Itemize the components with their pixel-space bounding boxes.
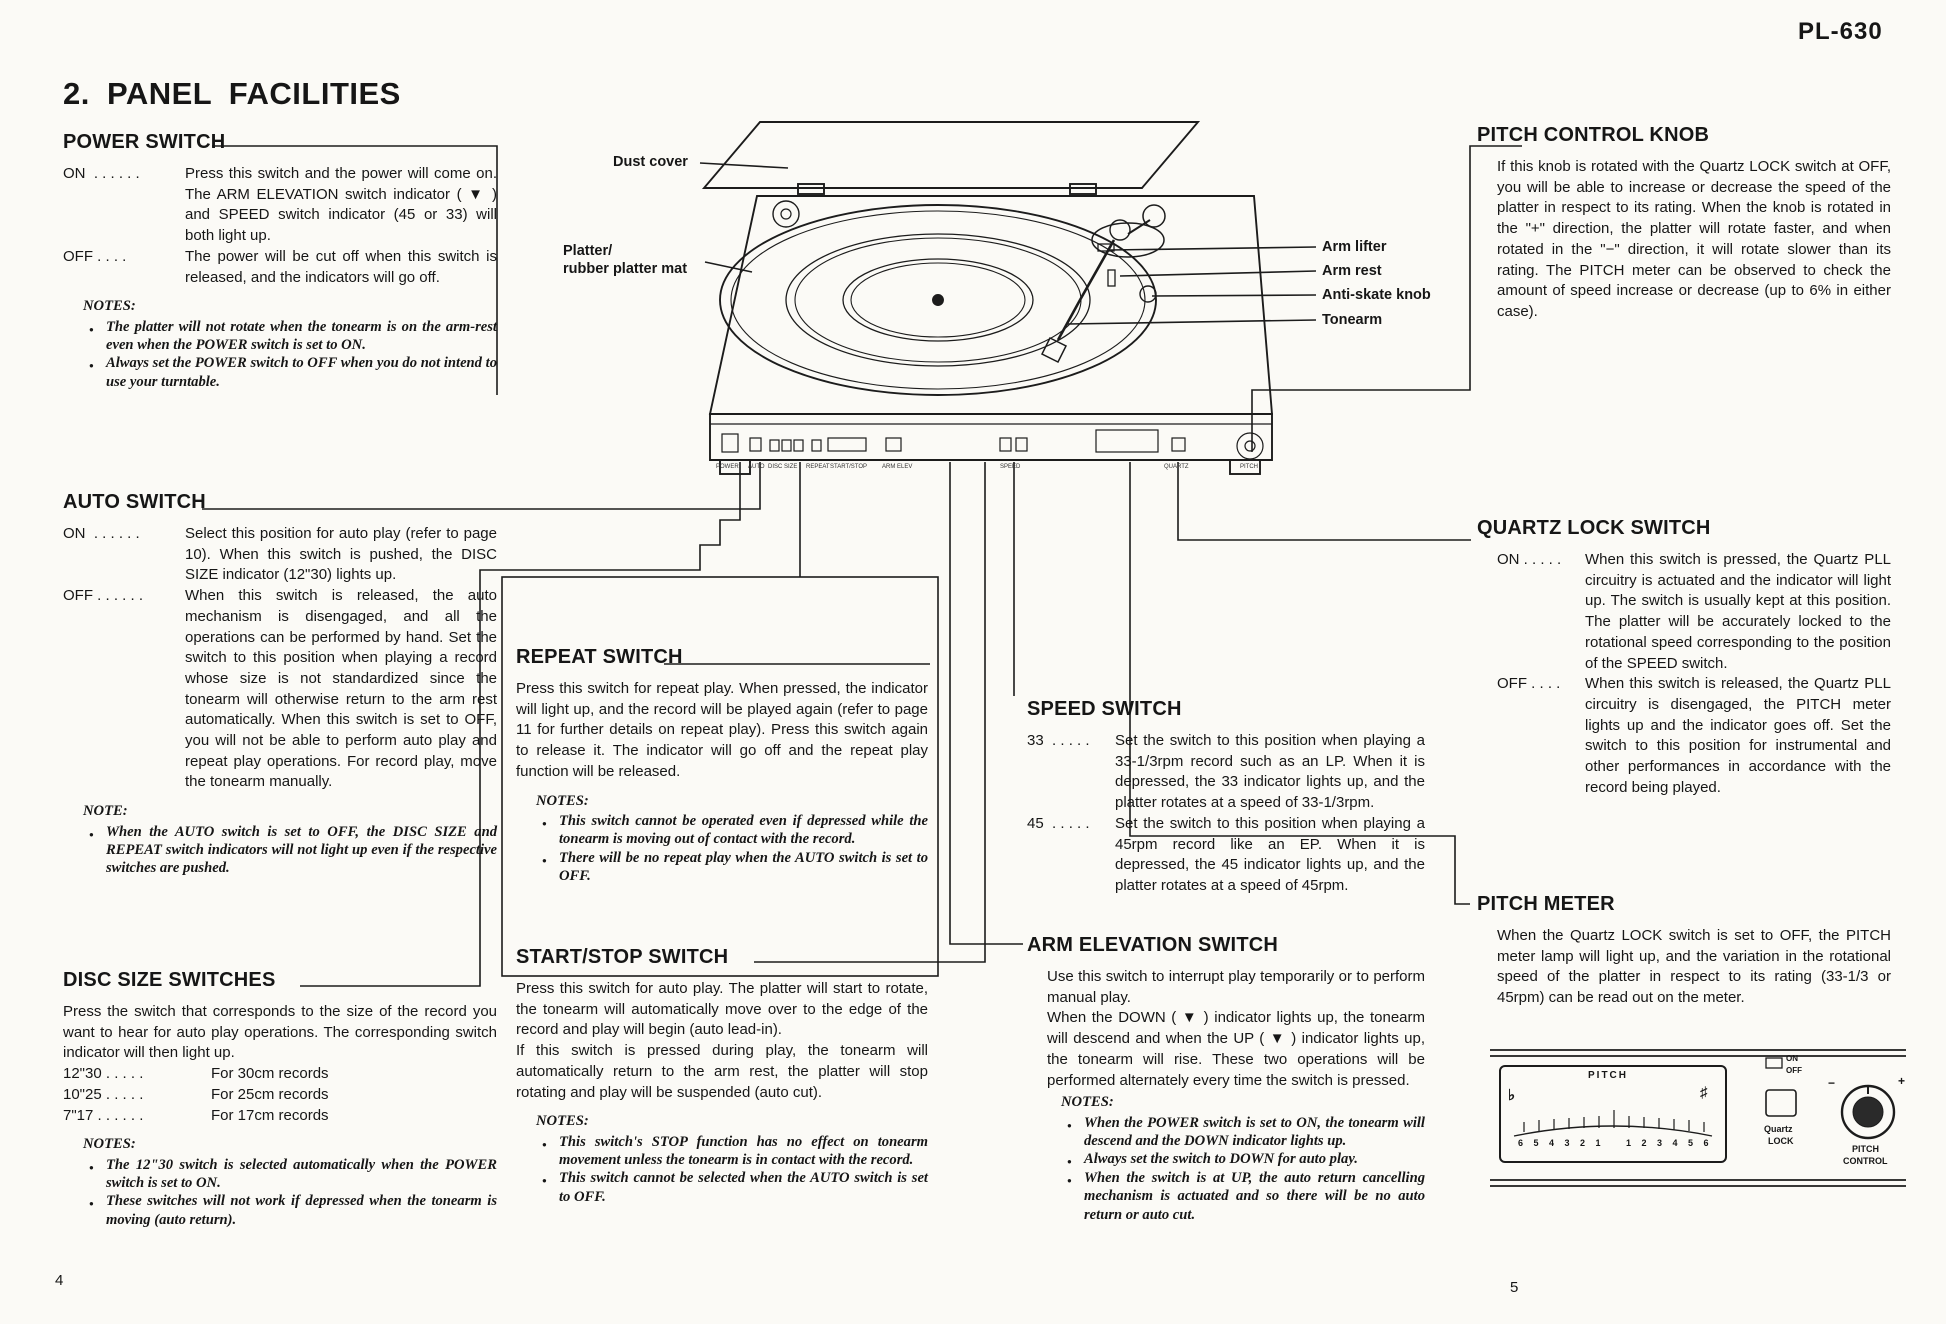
anti-skate-knob bbox=[1140, 286, 1156, 302]
anti-skate-label: Anti-skate knob bbox=[1322, 287, 1431, 303]
micro-label-speed: SPEED bbox=[1000, 464, 1021, 470]
paragraph: If this switch is pressed during play, the tonearm will automatically return to the arm rest, the platter will stop rotating and play will be suspended (auto cut). bbox=[516, 1042, 928, 1101]
definition-list bbox=[1497, 550, 1891, 798]
arm-rest-label: Arm rest bbox=[1322, 263, 1382, 279]
note-item: ● The 12"30 switch is selected automatically when the POWER switch is set to ON. bbox=[89, 1156, 497, 1193]
section-title: POWER SWITCH bbox=[63, 131, 226, 153]
disc-size-row: 10"25 . . . . . For 25cm records bbox=[63, 1085, 329, 1103]
note-item: ● These switches will not work if depressed when the tonearm is moving (auto return). bbox=[89, 1192, 497, 1229]
tonearm-base bbox=[1092, 223, 1164, 257]
note-item: ● The platter will not rotate when the tonearm is on the arm-rest even when the POWER switch is set to ON. bbox=[89, 318, 497, 355]
arm-elevation-button bbox=[886, 438, 901, 451]
spindle bbox=[933, 295, 943, 305]
speed-45-button bbox=[1016, 438, 1027, 451]
section-title: ARM ELEVATION SWITCH bbox=[1027, 934, 1279, 956]
paragraph: Use this switch to interrupt play temporarily or to perform manual play. bbox=[1047, 968, 1425, 1006]
start-stop-button bbox=[828, 438, 866, 451]
note-item: ● This switch's STOP function has no effect on tonearm movement unless the tonearm is in contact with the record. bbox=[542, 1133, 928, 1170]
section-title: REPEAT SWITCH bbox=[516, 646, 683, 668]
front-panel bbox=[710, 414, 1272, 460]
dust-cover-label: Dust cover bbox=[613, 154, 688, 170]
section-speed-switch bbox=[1027, 698, 1425, 897]
counterweight bbox=[1143, 205, 1165, 227]
notes-label: NOTE: bbox=[83, 803, 128, 820]
note-item: ● There will be no repeat play when the AUTO switch is set to OFF. bbox=[542, 849, 928, 886]
definition-entry: ON . . . . . When this switch is pressed, the Quartz PLL circuitry is actuated and the indicator will light up. The switch is usually kept at this position. The platter will be accurately locked to the rotational speed corresponding to the position of the SPEED switch. bbox=[1497, 551, 1891, 672]
turntable-diagram bbox=[704, 122, 1272, 474]
definition-entry: 45 . . . . . Set the switch to this position when playing a 45rpm record like an EP. When it is depressed, the 45 indicator lights up, and the platter rotates at a speed of 45rpm. bbox=[1027, 814, 1425, 894]
meter-ticks bbox=[1524, 1110, 1704, 1132]
section-body: Press the switch that corresponds to the size of the record you want to hear for auto play operations. The corresponding switch indicator will then light up. bbox=[63, 1003, 497, 1062]
hinge-left bbox=[798, 184, 824, 194]
definition-entry: ON . . . . . . Press this switch and the power will come on. The ARM ELEVATION switch indicator ( ▼ ) and SPEED switch indicator (45 or 33) will both light up. bbox=[63, 165, 497, 245]
definition-list bbox=[63, 164, 497, 288]
quartz-lock-inset-button bbox=[1766, 1090, 1796, 1116]
pitch-control-inset-label-1: PITCH bbox=[1852, 1144, 1879, 1154]
notes-label: NOTES: bbox=[83, 1136, 136, 1153]
power-button bbox=[722, 434, 738, 452]
section-pitch-control-knob bbox=[1477, 124, 1891, 323]
micro-label-pitch: PITCH bbox=[1240, 464, 1258, 470]
micro-label-start-stop: START/STOP bbox=[830, 464, 868, 470]
definition-entry: OFF . . . . When this switch is released, the Quartz PLL circuitry is disengaged, the PITCH meter lights up and the indicator goes off. Set the switch to this position for instrumental and other performances in accordance with the record being played. bbox=[1497, 675, 1891, 796]
definition-list bbox=[63, 524, 497, 793]
anti-skate-callout-line bbox=[1152, 295, 1316, 296]
sharp-symbol: ♯ bbox=[1700, 1084, 1708, 1101]
disc-size-row: 12"30 . . . . . For 30cm records bbox=[63, 1065, 329, 1083]
note-item: ● This switch cannot be selected when the AUTO switch is set to OFF. bbox=[542, 1169, 928, 1206]
paragraph: When the DOWN ( ▼ ) indicator lights up, the tonearm will descend and when the UP ( ▼ ) indicator lights up, the tonearm will rise. These two operations will be performed alternately every time the switch is pressed. bbox=[1047, 1009, 1425, 1089]
platter-label-line2: rubber platter mat bbox=[563, 261, 688, 277]
notes-block bbox=[63, 802, 497, 878]
notes-block bbox=[63, 297, 497, 391]
note-item: ● Always set the POWER switch to OFF when you do not intend to use your turntable. bbox=[89, 354, 497, 391]
notes-block bbox=[63, 1135, 497, 1229]
headshell bbox=[1042, 338, 1066, 362]
dust-cover bbox=[704, 122, 1198, 188]
arm-lifter-label: Arm lifter bbox=[1322, 239, 1387, 255]
section-title: DISC SIZE SWITCHES bbox=[63, 969, 276, 991]
ep-adapter bbox=[773, 201, 799, 227]
micro-label-quartz: QUARTZ bbox=[1164, 464, 1189, 470]
definition-entry: OFF . . . . The power will be cut off when this switch is released, and the indicators will go off. bbox=[63, 247, 497, 286]
arm-rest bbox=[1108, 270, 1115, 286]
micro-label-arm-elev: ARM ELEV bbox=[882, 464, 913, 470]
note-item: ● Always set the switch to DOWN for auto play. bbox=[1067, 1150, 1425, 1168]
disc-size-list bbox=[63, 1064, 497, 1126]
meter-title: PITCH bbox=[1588, 1070, 1628, 1081]
on-label: ON bbox=[1786, 1054, 1798, 1063]
section-repeat-switch bbox=[516, 646, 928, 886]
section-body: If this knob is rotated with the Quartz LOCK switch at OFF, you will be able to increase or decrease the speed of the platter in respect to its rating. When the knob is rotated in the "+" direction, the platter will rotate faster, and when rotated in the "−" direction, it will rotate slower than its rating. The PITCH meter can be observed to check the amount of speed increase or decrease (up to 6% in either case). bbox=[1497, 158, 1891, 320]
section-title: PITCH CONTROL KNOB bbox=[1477, 124, 1710, 146]
disc-size-row: 7"17 . . . . . . For 17cm records bbox=[63, 1106, 329, 1124]
notes-label: NOTES: bbox=[536, 792, 589, 809]
micro-label-disc-size: DISC SIZE bbox=[768, 464, 798, 470]
micro-label-auto: AUTO bbox=[748, 464, 765, 470]
note-item: ● When the POWER switch is set to ON, the tonearm will descend and the DOWN indicator lights up. bbox=[1067, 1114, 1425, 1151]
notes-label: NOTES: bbox=[1061, 1094, 1114, 1111]
pitch-meter-window bbox=[1096, 430, 1158, 452]
notes-label: NOTES: bbox=[536, 1113, 589, 1130]
notes-label: NOTES: bbox=[83, 298, 136, 315]
disc-size-button-7 bbox=[794, 440, 803, 451]
section-body bbox=[1047, 967, 1425, 1091]
note-item: ● When the switch is at UP, the auto return cancelling mechanism is actuated and so there will be no auto return or auto cut. bbox=[1067, 1169, 1425, 1224]
tonearm-tube bbox=[1058, 240, 1114, 340]
micro-label-power: POWER bbox=[716, 464, 739, 470]
on-off-toggle bbox=[1766, 1058, 1782, 1068]
quartz-lock-button bbox=[1172, 438, 1185, 451]
arm-lifter-callout-line bbox=[1110, 247, 1316, 250]
tonearm-label: Tonearm bbox=[1322, 312, 1383, 328]
section-start-stop-switch bbox=[516, 946, 928, 1206]
section-title: QUARTZ LOCK SWITCH bbox=[1477, 517, 1711, 539]
section-body bbox=[516, 979, 928, 1103]
paragraph: Press this switch for auto play. The platter will start to rotate, the tonearm will automatically move over to the edge of the record and play will begin (auto lead-in). bbox=[516, 980, 928, 1039]
section-title: SPEED SWITCH bbox=[1027, 698, 1182, 720]
plus-sign: + bbox=[1898, 1074, 1906, 1088]
section-power-switch bbox=[63, 131, 497, 391]
section-arm-elevation-switch bbox=[1027, 934, 1425, 1224]
speed-33-button bbox=[1000, 438, 1011, 451]
meter-arc bbox=[1514, 1126, 1712, 1136]
note-item: ● This switch cannot be operated even if depressed while the tonearm is moving out of contact with the record. bbox=[542, 812, 928, 849]
pitch-control-inset-label-2: CONTROL bbox=[1843, 1156, 1888, 1166]
definition-list bbox=[1027, 731, 1425, 897]
notes-block bbox=[516, 1112, 928, 1206]
note-item: ● When the AUTO switch is set to OFF, the DISC SIZE and REPEAT switch indicators will not light up even if the respective switches are pushed. bbox=[89, 823, 497, 878]
platter-callout-line bbox=[705, 262, 752, 272]
arm-elevation-leader-line bbox=[950, 462, 1023, 944]
page-number-right: 5 bbox=[1510, 1279, 1519, 1296]
quartz-inset-label-1: Quartz bbox=[1764, 1124, 1793, 1134]
platter-label-line1: Platter/ bbox=[563, 243, 613, 259]
section-quartz-lock-switch bbox=[1477, 517, 1891, 798]
notes-block bbox=[1041, 1093, 1425, 1224]
dust-cover-callout-line bbox=[700, 163, 788, 168]
flat-symbol: ♭ bbox=[1508, 1087, 1516, 1104]
auto-button bbox=[750, 438, 761, 451]
definition-entry: OFF . . . . . . When this switch is released, the auto mechanism is disengaged, and all the operations can be performed by hand. Set the switch to this position when playing a record whose size is not standardized since the tonearm will otherwise return to the arm rest automatically. When this switch is set to OFF, you will not be able to perform auto play and repeat play operations. For record play, move the tonearm manually. bbox=[63, 587, 497, 791]
hinge-right bbox=[1070, 184, 1096, 194]
definition-entry: 33 . . . . . Set the switch to this position when playing a 33-1/3rpm record such as an LP. When it is depressed, the 33 indicator lights up, and the platter rotates at a speed of 33-1/3rpm. bbox=[1027, 732, 1425, 812]
section-title: AUTO SWITCH bbox=[63, 491, 206, 513]
meter-scale-right: 1 2 3 4 5 6 bbox=[1626, 1138, 1713, 1148]
notes-block bbox=[516, 792, 928, 886]
section-auto-switch bbox=[63, 491, 497, 878]
minus-sign: − bbox=[1828, 1076, 1836, 1090]
disc-size-button-10 bbox=[782, 440, 791, 451]
pitch-control-knob bbox=[1237, 433, 1263, 459]
page-title: 2. PANEL FACILITIES bbox=[63, 76, 401, 111]
quartz-inset-label-2: LOCK bbox=[1768, 1136, 1794, 1146]
repeat-button bbox=[812, 440, 821, 451]
section-pitch-meter bbox=[1477, 893, 1891, 1009]
quartz-leader-line bbox=[1178, 462, 1471, 540]
section-disc-size-switches bbox=[63, 969, 497, 1229]
page-number-left: 4 bbox=[55, 1272, 64, 1289]
micro-label-repeat: REPEAT bbox=[806, 464, 830, 470]
meter-scale-left: 6 5 4 3 2 1 bbox=[1518, 1138, 1605, 1148]
section-body: When the Quartz LOCK switch is set to OFF, the PITCH meter lamp will light up, and the variation in the rotational speed of the platter in respect to its rating (33-1/3 or 45rpm) can be read out on the meter. bbox=[1497, 927, 1891, 1007]
section-title: START/STOP SWITCH bbox=[516, 946, 729, 968]
section-title: PITCH METER bbox=[1477, 893, 1615, 915]
definition-entry: ON . . . . . . Select this position for auto play (refer to page 10). When this switch is pushed, the DISC SIZE indicator (12"30) lights up. bbox=[63, 525, 497, 584]
disc-size-button-12 bbox=[770, 440, 779, 451]
tonearm-callout-line bbox=[1068, 320, 1316, 324]
section-body: Press this switch for repeat play. When pressed, the indicator will light up, and the record will be played again (refer to page 11 for further details on repeat play). Press this switch again to release it. The indicator will go off and the repeat play function will be released. bbox=[516, 680, 928, 780]
panel-buttons bbox=[722, 430, 1263, 459]
model-number: PL-630 bbox=[1798, 18, 1883, 45]
off-label: OFF bbox=[1786, 1066, 1802, 1075]
